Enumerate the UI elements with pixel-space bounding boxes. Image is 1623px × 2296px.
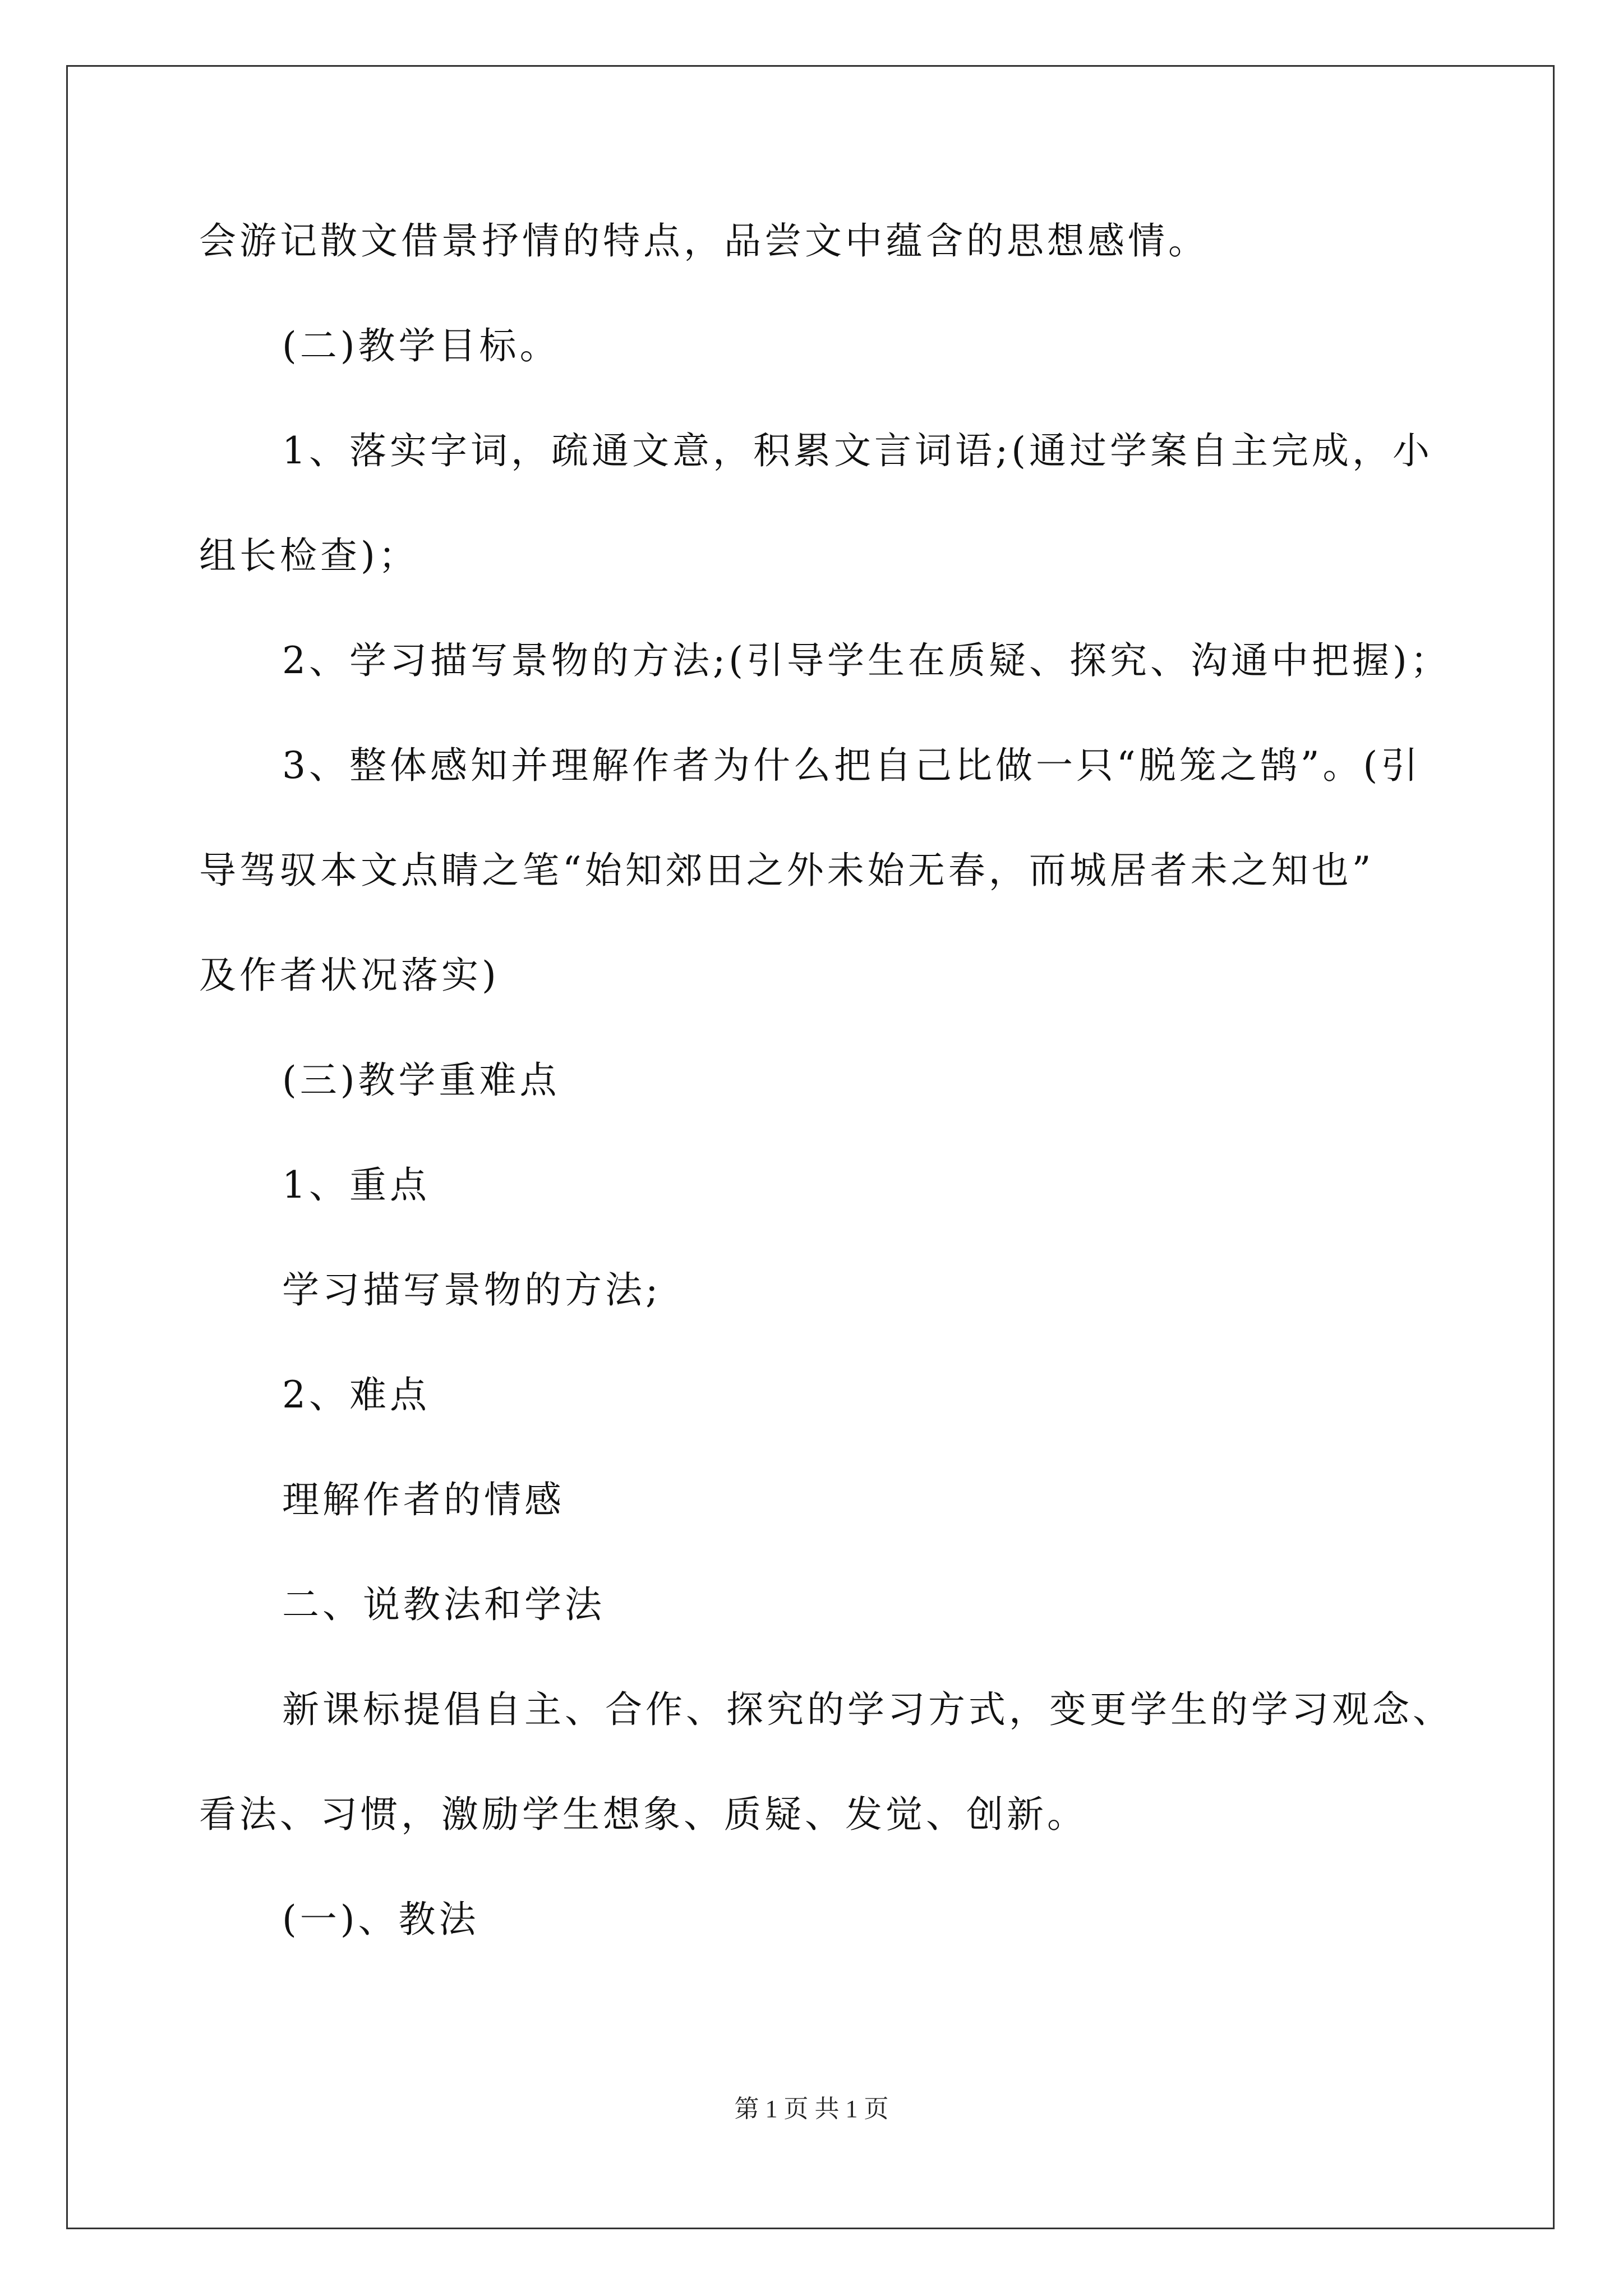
subheading: 2、难点 bbox=[282, 1373, 430, 1416]
paragraph-line: 组长检查)； bbox=[199, 534, 419, 577]
paragraph-line: 学习描写景物的方法; bbox=[282, 1268, 662, 1312]
subheading: 1、重点 bbox=[282, 1163, 430, 1207]
paragraph-line: 2、学习描写景物的方法;(引导学生在质疑、探究、沟通中把握)； bbox=[282, 639, 1451, 682]
paragraph-line: 会游记散文借景抒情的特点，品尝文中蕴含的思想感情。 bbox=[199, 219, 1209, 263]
paragraph-line: 导驾驭本文点睛之笔“始知郊田之外未始无春，而城居者未之知也” bbox=[199, 849, 1375, 892]
section-heading: 二、说教法和学法 bbox=[282, 1583, 605, 1626]
paragraph-line: 理解作者的情感 bbox=[282, 1478, 565, 1521]
paragraph-line: 看法、习惯，激励学生想象、质疑、发觉、创新。 bbox=[199, 1793, 1087, 1836]
section-heading: (二)教学目标。 bbox=[282, 324, 560, 367]
paragraph-line: 3、整体感知并理解作者为什么把自己比做一只“脱笼之鹄”。(引 bbox=[282, 744, 1422, 787]
paragraph-line: 新课标提倡自主、合作、探究的学习方式，变更学生的学习观念、 bbox=[282, 1688, 1453, 1731]
section-heading: (三)教学重难点 bbox=[282, 1059, 560, 1102]
paragraph-line: 1、落实字词，疏通文意，积累文言词语;(通过学案自主完成，小 bbox=[282, 429, 1433, 472]
paragraph-line: 及作者状况落实) bbox=[199, 954, 500, 997]
section-heading: (一)、教法 bbox=[282, 1898, 479, 1941]
page-number-footer: 第 1 页 共 1 页 bbox=[734, 2095, 889, 2123]
